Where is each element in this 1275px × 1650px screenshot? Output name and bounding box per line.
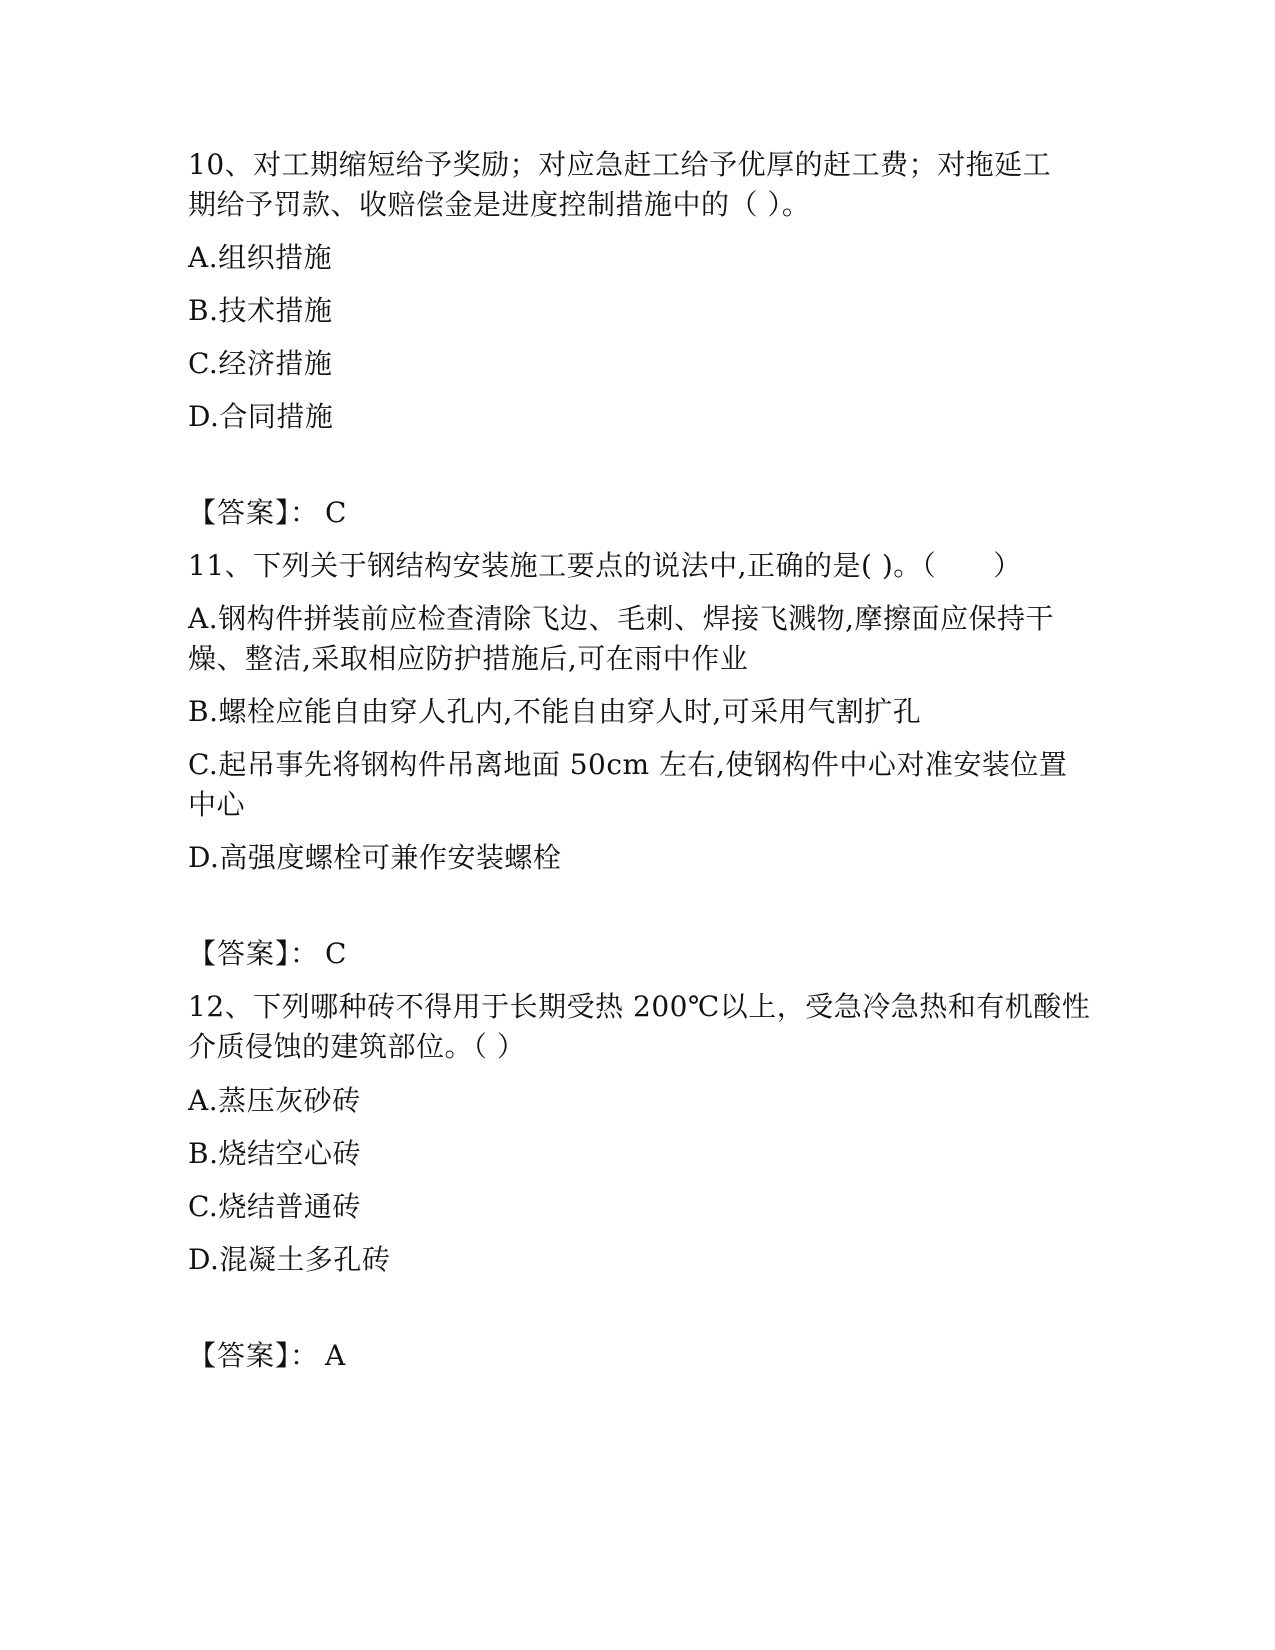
- question-10-option-a: A.组织措施: [188, 241, 333, 274]
- question-11-answer: [188, 934, 346, 974]
- question-11-option-c-line-2: 中心: [188, 788, 246, 821]
- question-10-option-c: C.经济措施: [188, 347, 333, 380]
- answer-value: C: [325, 937, 347, 970]
- answer-value: C: [325, 496, 347, 529]
- question-10-stem-line-1: 10、对工期缩短给予奖励；对应急赶工给予优厚的赶工费；对拖延工: [188, 148, 1052, 181]
- question-11-option-c-line-1: C.起吊事先将钢构件吊离地面 50cm 左右,使钢构件中心对准安装位置: [188, 748, 1068, 781]
- question-11-option-d: D.高强度螺栓可兼作安装螺栓: [188, 841, 562, 874]
- question-12-answer: [188, 1336, 345, 1376]
- question-12-option-b: B.烧结空心砖: [188, 1137, 361, 1170]
- question-12-option-a: A.蒸压灰砂砖: [188, 1084, 361, 1117]
- answer-label: 【答案】：: [188, 937, 320, 970]
- question-12-stem-line-2: 介质侵蚀的建筑部位。（ ）: [188, 1030, 526, 1063]
- question-10-stem-line-2: 期给予罚款、收赔偿金是进度控制措施中的（ ）。: [188, 188, 811, 221]
- question-11-option-a-line-1: A.钢构件拼装前应检查清除飞边、毛刺、焊接飞溅物,摩擦面应保持干: [188, 602, 1055, 635]
- question-10-option-d: D.合同措施: [188, 400, 334, 433]
- question-12-option-c: C.烧结普通砖: [188, 1190, 361, 1223]
- question-12-option-d: D.混凝土多孔砖: [188, 1243, 391, 1276]
- question-11-stem-line-1: 11、下列关于钢结构安装施工要点的说法中,正确的是( )。（ ）: [188, 549, 1022, 582]
- answer-value: A: [325, 1339, 346, 1372]
- question-11-option-a-line-2: 燥、整洁,采取相应防护措施后,可在雨中作业: [188, 642, 749, 675]
- answer-label: 【答案】：: [188, 496, 320, 529]
- question-10-answer: [188, 493, 346, 533]
- question-10-option-b: B.技术措施: [188, 294, 333, 327]
- answer-label: 【答案】：: [188, 1339, 320, 1372]
- question-12-stem-line-1: 12、下列哪种砖不得用于长期受热 200℃以上，受急冷急热和有机酸性: [188, 990, 1091, 1023]
- question-11-option-b: B.螺栓应能自由穿人孔内,不能自由穿人时,可采用气割扩孔: [188, 695, 922, 728]
